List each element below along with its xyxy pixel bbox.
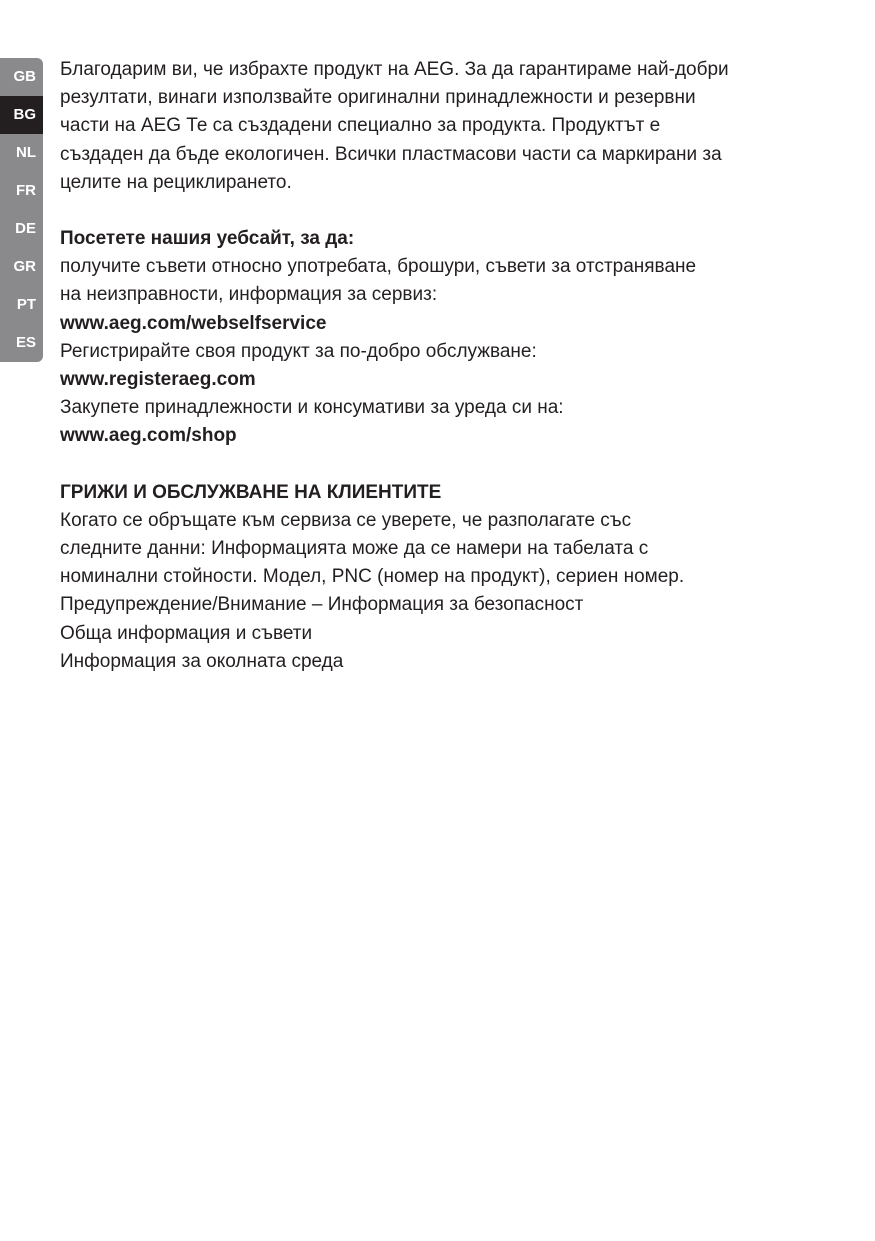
care-line: Предупреждение/Внимание – Информация за безопасност xyxy=(60,594,584,616)
care-line: Когато се обръщате към сервиза се уверете, че разполагате със xyxy=(60,509,632,531)
lang-tab-gr[interactable]: GR xyxy=(0,248,43,286)
document-body xyxy=(60,56,850,676)
website-heading: Посетете нашия уебсайт, за да: xyxy=(60,228,355,250)
care-heading: ГРИЖИ И ОБСЛУЖВАНЕ НА КЛИЕНТИТЕ xyxy=(60,481,442,503)
intro-line: целите на рециклирането. xyxy=(60,171,292,193)
website-section xyxy=(60,225,850,451)
website-text: Закупете принадлежности и консумативи за уреда си на: xyxy=(60,397,564,419)
lang-tab-pt[interactable]: PT xyxy=(0,286,43,324)
website-text: получите съвети относно употребата, брошури, съвети за отстраняване xyxy=(60,256,697,278)
language-tabs xyxy=(0,58,43,362)
intro-line: Благодарим ви, че избрахте продукт на AEG. За да гарантираме най-добри xyxy=(60,59,729,80)
shop-link[interactable]: www.aeg.com/shop xyxy=(60,425,237,447)
intro-line: части на AEG Те са създадени специално за продукта. Продуктът е xyxy=(60,115,661,137)
section-gap xyxy=(60,197,850,225)
care-line: Обща информация и съвети xyxy=(60,622,313,644)
care-line: следните данни: Информацията може да се намери на табелата с xyxy=(60,538,649,560)
lang-tab-de[interactable]: DE xyxy=(0,210,43,248)
intro-paragraph xyxy=(60,56,850,197)
lang-tab-es[interactable]: ES xyxy=(0,324,43,362)
intro-line: създаден да бъде екологичен. Всички пластмасови части са маркирани за xyxy=(60,143,722,165)
lang-tab-bg[interactable]: BG xyxy=(0,96,43,134)
webselfservice-link[interactable]: www.aeg.com/webselfservice xyxy=(60,312,327,334)
section-gap xyxy=(60,451,850,479)
website-text: Регистрирайте своя продукт за по-добро обслужване: xyxy=(60,340,537,362)
intro-line: резултати, винаги използвайте оригинални принадлежности и резервни xyxy=(60,87,696,109)
lang-tab-gb[interactable]: GB xyxy=(0,58,43,96)
website-text: на неизправности, информация за сервиз: xyxy=(60,284,438,306)
care-line: Информация за околната среда xyxy=(60,650,344,672)
care-line: номинални стойности. Модел, PNC (номер на продукт), сериен номер. xyxy=(60,566,685,588)
customer-care-section xyxy=(60,479,850,676)
lang-tab-fr[interactable]: FR xyxy=(0,172,43,210)
lang-tab-nl[interactable]: NL xyxy=(0,134,43,172)
register-link[interactable]: www.registeraeg.com xyxy=(60,369,256,391)
